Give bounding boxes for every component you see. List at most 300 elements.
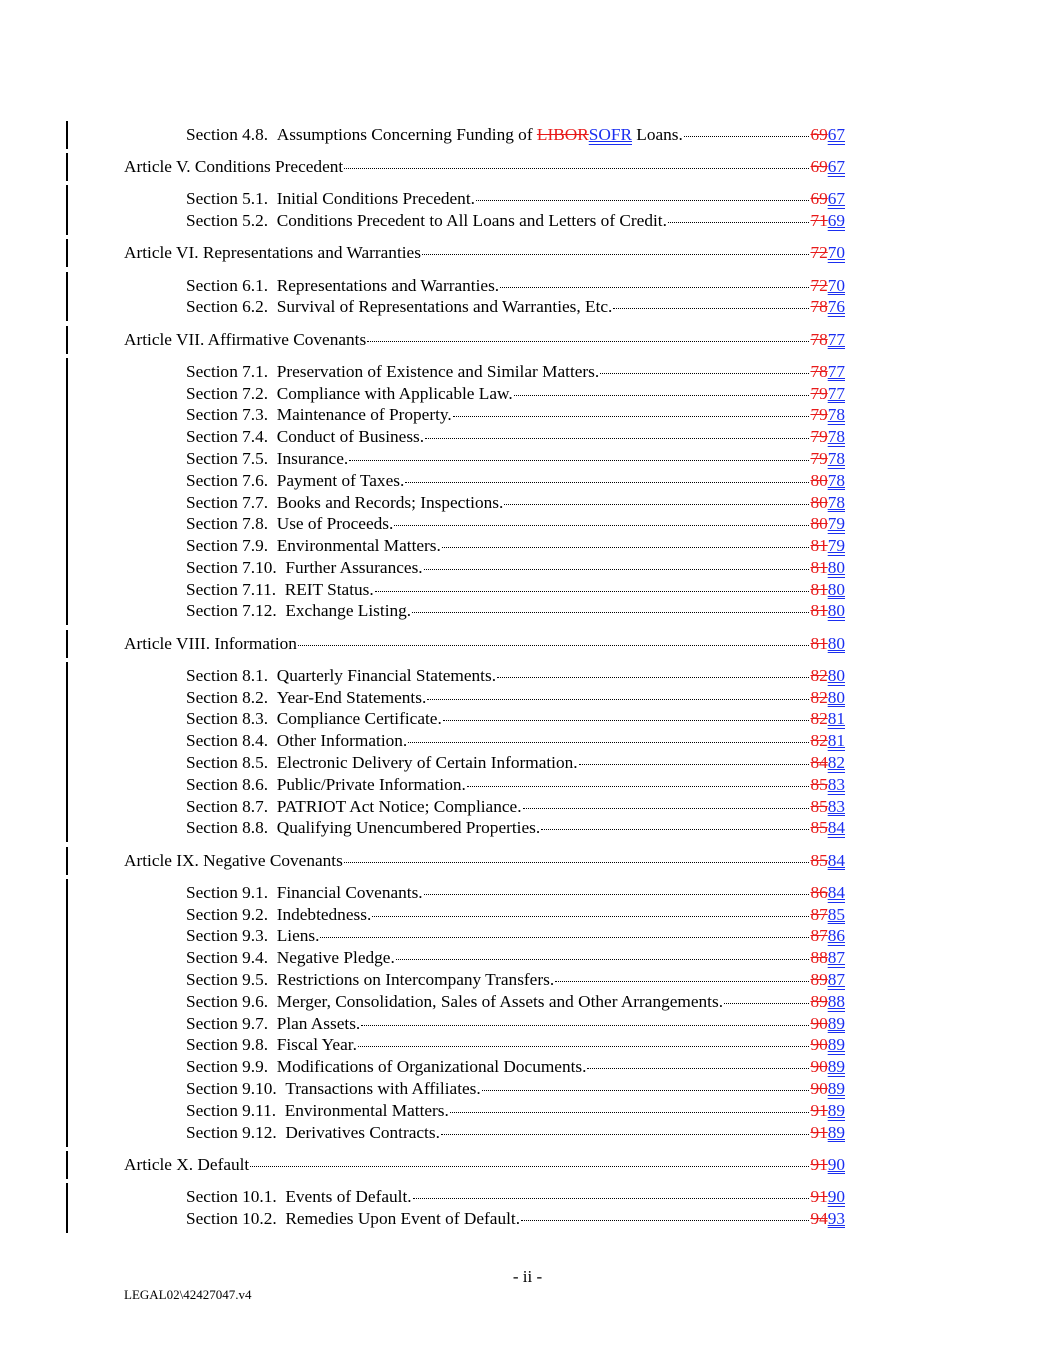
old-page-number: 90 [810,1057,828,1077]
section-title: Remedies Upon Event of Default. [285,1208,521,1228]
toc-line [186,426,845,448]
toc-section-row[interactable] [0,687,1055,709]
section-title: Conduct of Business. [276,427,425,447]
section-number: Section 8.8. [186,818,269,838]
article-title: Article VIII. Information [124,633,297,653]
section-number: Section 10.2. [186,1208,277,1228]
new-page-number[interactable]: 89 [827,1100,845,1120]
section-title: Events of Default. [285,1186,412,1206]
section-title: Public/Private Information. [276,774,466,794]
toc-section-row[interactable] [0,383,1055,405]
page-ref[interactable] [810,687,845,709]
old-page-number: 81 [810,579,828,599]
new-page-number[interactable]: 80 [827,687,845,707]
new-page-number[interactable]: 80 [827,601,845,621]
section-title: Survival of Representations and Warranties, Etc. [276,297,613,317]
dot-leader [442,546,810,548]
toc-section-row[interactable] [0,730,1055,752]
section-number: Section 7.4. [186,427,269,447]
section-title: Other Information. [276,731,408,751]
old-page-number: 91 [810,1122,828,1142]
document-id: LEGAL02\42427047.v4 [124,1287,252,1302]
dot-leader [504,503,809,505]
toc-line [186,492,845,514]
section-number: Section 9.5. [186,970,269,989]
new-page-number[interactable]: 87 [827,970,845,989]
page-ref[interactable] [810,124,845,146]
toc-section-row[interactable] [0,947,1055,969]
dot-leader [427,698,809,700]
old-page-number: 69 [810,189,828,209]
page-ref[interactable] [810,188,845,210]
page-ref[interactable] [810,535,845,557]
page-ref[interactable] [810,1122,845,1144]
page-ref[interactable] [810,947,845,969]
page-ref[interactable] [810,470,845,492]
dot-leader [521,1219,809,1221]
page-ref[interactable] [810,817,845,839]
toc-section-row[interactable] [0,579,1055,601]
toc-line [186,383,845,405]
new-page-number[interactable]: 90 [827,1154,845,1174]
toc-section-row[interactable] [0,448,1055,470]
dot-leader [497,676,809,678]
toc-section-row[interactable] [0,513,1055,535]
section-title: Use of Proceeds. [276,514,394,534]
new-page-number[interactable]: 83 [827,796,845,816]
new-page-number[interactable]: 79 [827,536,845,556]
page-ref[interactable] [810,275,845,297]
dot-leader [476,199,809,201]
toc-article-row[interactable] [0,242,1055,264]
page-ref[interactable] [810,513,845,535]
section-title: Modifications of Organizational Documents. [276,1057,587,1077]
section-title: Indebtedness. [276,904,372,924]
new-page-number[interactable]: 82 [827,753,845,773]
page-ref[interactable] [810,448,845,470]
toc-line [124,156,845,178]
section-number: Section 9.1. [186,882,269,902]
toc-article-row[interactable] [0,1154,1055,1176]
deleted-text: LIBOR [536,125,589,144]
toc-line [186,796,845,818]
section-title: Quarterly Financial Statements. [276,665,497,685]
change-bar [66,1151,68,1179]
section-title: Insurance. [276,448,349,468]
page-ref[interactable] [810,210,845,232]
section-title: Further Assurances. [285,557,423,577]
old-page-number: 89 [810,970,828,989]
new-page-number[interactable]: 89 [827,1057,845,1077]
section-number: Section 9.3. [186,926,269,946]
old-page-number: 78 [810,329,828,349]
toc-line [186,470,845,492]
old-page-number: 89 [810,991,828,1011]
page-ref[interactable] [810,969,845,991]
old-page-number: 82 [810,709,828,729]
toc-line [186,708,845,730]
dot-leader [467,785,810,787]
page-ref[interactable] [810,492,845,514]
toc-section-row[interactable] [0,557,1055,579]
old-page-number: 78 [810,297,828,317]
old-page-number: 71 [810,211,828,231]
old-page-number: 91 [810,1100,828,1120]
toc-section-row[interactable] [0,708,1055,730]
dot-leader [361,1024,809,1026]
page-ref[interactable] [810,1034,845,1056]
section-title [277,124,683,146]
section-title: Electronic Delivery of Certain Information. [276,753,578,773]
old-page-number: 80 [810,470,828,490]
dot-leader [555,980,809,982]
new-page-number[interactable]: 77 [827,361,845,381]
dot-leader [320,936,809,938]
new-page-number[interactable]: 89 [827,1078,845,1098]
new-page-number[interactable]: 84 [827,882,845,902]
toc-line [186,361,845,383]
page-ref[interactable] [810,1186,845,1208]
page-ref[interactable] [810,242,845,264]
section-number: Section 8.7. [186,796,269,816]
toc-section-row[interactable] [0,124,1055,146]
new-page-number[interactable]: 88 [827,991,845,1011]
new-page-number[interactable]: 81 [827,731,845,751]
old-page-number: 90 [810,1013,828,1033]
toc-section-row[interactable] [0,925,1055,947]
section-number: Section 8.6. [186,774,269,794]
dot-leader [587,1067,809,1069]
page-ref[interactable] [810,925,845,947]
toc-section-row[interactable] [0,1078,1055,1100]
toc-section-row[interactable] [0,752,1055,774]
old-page-number: 81 [810,557,828,577]
dot-leader [441,1133,810,1135]
toc-section-row[interactable] [0,796,1055,818]
change-bar [66,121,68,149]
section-number: Section 6.2. [186,297,269,317]
section-number: Section 9.6. [186,991,269,1011]
toc-line [124,850,845,872]
toc-section-row[interactable] [0,1186,1055,1208]
section-title: Compliance Certificate. [276,709,442,729]
new-page-number[interactable]: 78 [827,492,845,512]
dot-leader [344,167,809,169]
change-bar [66,293,68,321]
section-number: Section 7.8. [186,514,269,534]
dot-leader [613,307,809,309]
page-ref[interactable] [810,904,845,926]
old-page-number: 69 [810,125,828,144]
change-bar [66,1205,68,1233]
page-ref[interactable] [810,1078,845,1100]
new-page-number[interactable]: 77 [827,383,845,403]
new-page-number[interactable]: 90 [827,1186,845,1206]
new-page-number[interactable]: 70 [827,243,845,263]
section-title: Environmental Matters. [276,536,441,556]
page-ref[interactable] [810,1013,845,1035]
toc-line [186,600,845,622]
old-page-number: 81 [810,536,828,556]
toc-line [186,535,845,557]
toc-line [186,1078,845,1100]
dot-leader [250,1165,809,1167]
page-ref[interactable] [810,1154,845,1176]
page-ref[interactable] [810,404,845,426]
dot-leader [523,807,810,809]
old-page-number: 87 [810,926,828,946]
new-page-number[interactable]: 86 [827,926,845,946]
toc-line [186,275,845,297]
page-ref[interactable] [810,991,845,1013]
page-ref[interactable] [810,426,845,448]
toc-section-row[interactable] [0,1034,1055,1056]
section-title: Initial Conditions Precedent. [276,189,475,209]
dot-leader [349,459,809,461]
toc-section-row[interactable] [0,904,1055,926]
new-page-number[interactable]: 78 [827,470,845,490]
new-page-number[interactable]: 67 [827,157,845,177]
toc-section-row[interactable] [0,535,1055,557]
dot-leader [425,437,809,439]
change-bar [66,1119,68,1147]
toc-section-row[interactable] [0,991,1055,1013]
page-ref[interactable] [810,633,845,655]
dot-leader [413,1197,810,1199]
section-title: Maintenance of Property. [276,405,452,425]
new-page-number[interactable]: 87 [827,948,845,968]
toc-article-row[interactable] [0,156,1055,178]
dot-leader [408,741,809,743]
new-page-number[interactable]: 84 [827,850,845,870]
change-bar [66,153,68,181]
new-page-number[interactable]: 80 [827,633,845,653]
section-number: Section 6.1. [186,275,269,295]
toc-section-row[interactable] [0,296,1055,318]
toc-line [186,557,845,579]
old-page-number: 82 [810,731,828,751]
page-ref[interactable] [810,850,845,872]
new-page-number[interactable]: 84 [827,818,845,838]
dot-leader [375,590,810,592]
page-ref[interactable] [810,882,845,904]
page-ref[interactable] [810,1056,845,1078]
toc-section-row[interactable] [0,470,1055,492]
dot-leader [514,394,810,396]
page-ref[interactable] [810,557,845,579]
section-title: PATRIOT Act Notice; Compliance. [276,796,522,816]
old-page-number: 79 [810,383,828,403]
section-title: Merger, Consolidation, Sales of Assets and Other Arrangements. [276,991,724,1011]
old-page-number: 84 [810,753,828,773]
new-page-number[interactable]: 78 [827,427,845,447]
toc-line [186,904,845,926]
old-page-number: 90 [810,1078,828,1098]
section-number: Section 7.5. [186,448,269,468]
section-number: Section 7.3. [186,405,269,425]
old-page-number: 88 [810,948,828,968]
dot-leader [600,372,809,374]
dot-leader [453,415,810,417]
toc-section-row[interactable] [0,774,1055,796]
toc-line [186,882,845,904]
toc-line [124,329,845,351]
toc-section-row[interactable] [0,1122,1055,1144]
section-number: Section 8.5. [186,753,269,773]
old-page-number: 80 [810,514,828,534]
new-page-number[interactable]: 93 [827,1208,845,1228]
new-page-number[interactable]: 79 [827,514,845,534]
section-number: Section 9.9. [186,1057,269,1077]
section-number: Section 4.8. [186,125,269,144]
toc-section-row[interactable] [0,1013,1055,1035]
page-ref[interactable] [810,296,845,318]
page-ref[interactable] [810,329,845,351]
page-ref[interactable] [810,665,845,687]
dot-leader [424,893,810,895]
new-page-number[interactable]: 89 [827,1013,845,1033]
page-ref[interactable] [810,774,845,796]
section-title: Negative Pledge. [276,948,395,968]
toc-line [186,1186,845,1208]
section-title: Compliance with Applicable Law. [276,383,513,403]
toc-line [124,633,845,655]
new-page-number[interactable]: 80 [827,557,845,577]
old-page-number: 69 [810,157,828,177]
section-title: Preservation of Existence and Similar Matters. [276,361,600,381]
dot-leader [579,763,810,765]
toc-line [186,1100,845,1122]
toc-section-row[interactable] [0,600,1055,622]
section-number: Section 9.8. [186,1035,269,1055]
old-page-number: 87 [810,904,828,924]
toc-section-row[interactable] [0,210,1055,232]
toc-line [186,925,845,947]
toc-section-row[interactable] [0,665,1055,687]
toc-line [124,242,845,264]
section-number: Section 7.2. [186,383,269,403]
old-page-number: 81 [810,601,828,621]
toc-line [186,188,845,210]
new-page-number[interactable]: 89 [827,1035,845,1055]
old-page-number: 85 [810,796,828,816]
section-number: Section 8.2. [186,687,269,707]
section-number: Section 7.11. [186,579,277,599]
section-title: Books and Records; Inspections. [276,492,504,512]
section-number: Section 9.7. [186,1013,269,1033]
new-page-number[interactable]: 78 [827,448,845,468]
new-page-number[interactable]: 81 [827,709,845,729]
old-page-number: 78 [810,361,828,381]
toc-section-row[interactable] [0,426,1055,448]
page-ref[interactable] [810,156,845,178]
page-ref[interactable] [810,600,845,622]
change-bar [66,326,68,354]
page-ref[interactable] [810,579,845,601]
section-number: Section 8.3. [186,709,269,729]
section-title: Derivatives Contracts. [285,1122,440,1142]
toc-line [124,1154,845,1176]
toc-line [186,1208,845,1230]
toc-line [186,774,845,796]
section-number: Section 5.2. [186,211,269,231]
page-ref[interactable] [810,796,845,818]
toc-section-row[interactable] [0,817,1055,839]
toc-line [186,296,845,318]
old-page-number: 94 [810,1208,828,1228]
old-page-number: 72 [810,243,828,263]
toc-section-row[interactable] [0,969,1055,991]
toc-line [186,665,845,687]
toc-section-row[interactable] [0,492,1055,514]
toc-line [186,210,845,232]
page-ref[interactable] [810,730,845,752]
toc-article-row[interactable] [0,633,1055,655]
new-page-number[interactable]: 69 [827,211,845,231]
new-page-number[interactable]: 83 [827,774,845,794]
section-number: Section 7.9. [186,536,269,556]
page-ref[interactable] [810,752,845,774]
toc-section-row[interactable] [0,1056,1055,1078]
dot-leader [396,958,810,960]
change-bar [66,630,68,658]
section-title: Qualifying Unencumbered Properties. [276,818,541,838]
page-ref[interactable] [810,1100,845,1122]
new-page-number[interactable]: 80 [827,665,845,685]
toc-section-row[interactable] [0,1100,1055,1122]
new-page-number[interactable]: 76 [827,297,845,317]
toc-article-row[interactable] [0,850,1055,872]
toc-section-row[interactable] [0,882,1055,904]
toc-line [186,730,845,752]
toc-section-row[interactable] [0,1208,1055,1230]
toc-line [186,991,845,1013]
new-page-number[interactable]: 89 [827,1122,845,1142]
toc-section-row[interactable] [0,404,1055,426]
dot-leader [372,915,809,917]
new-page-number[interactable]: 80 [827,579,845,599]
toc-line [186,448,845,470]
page-ref[interactable] [810,708,845,730]
new-page-number[interactable]: 85 [827,904,845,924]
section-number: Section 10.1. [186,1186,277,1206]
section-title: Payment of Taxes. [276,470,405,490]
toc-line [186,1056,845,1078]
new-page-number[interactable]: 70 [827,275,845,295]
new-page-number[interactable]: 77 [827,329,845,349]
page-ref[interactable] [810,361,845,383]
page-number: - ii - [512,1267,543,1286]
dot-leader [344,861,810,863]
section-title: Fiscal Year. [276,1035,357,1055]
new-page-number[interactable]: 67 [827,125,845,144]
section-number: Section 9.2. [186,904,269,924]
change-bar [66,597,68,625]
old-page-number: 91 [810,1154,828,1174]
new-page-number[interactable]: 78 [827,405,845,425]
toc-section-row[interactable] [0,188,1055,210]
old-page-number: 72 [810,275,828,295]
toc-article-row[interactable] [0,329,1055,351]
toc-section-row[interactable] [0,275,1055,297]
toc-section-row[interactable] [0,361,1055,383]
new-page-number[interactable]: 67 [827,189,845,209]
section-title: Exchange Listing. [285,601,412,621]
page-ref[interactable] [810,1208,845,1230]
page-ref[interactable] [810,383,845,405]
old-page-number: 85 [810,818,828,838]
article-title: Article V. Conditions Precedent [124,157,344,177]
